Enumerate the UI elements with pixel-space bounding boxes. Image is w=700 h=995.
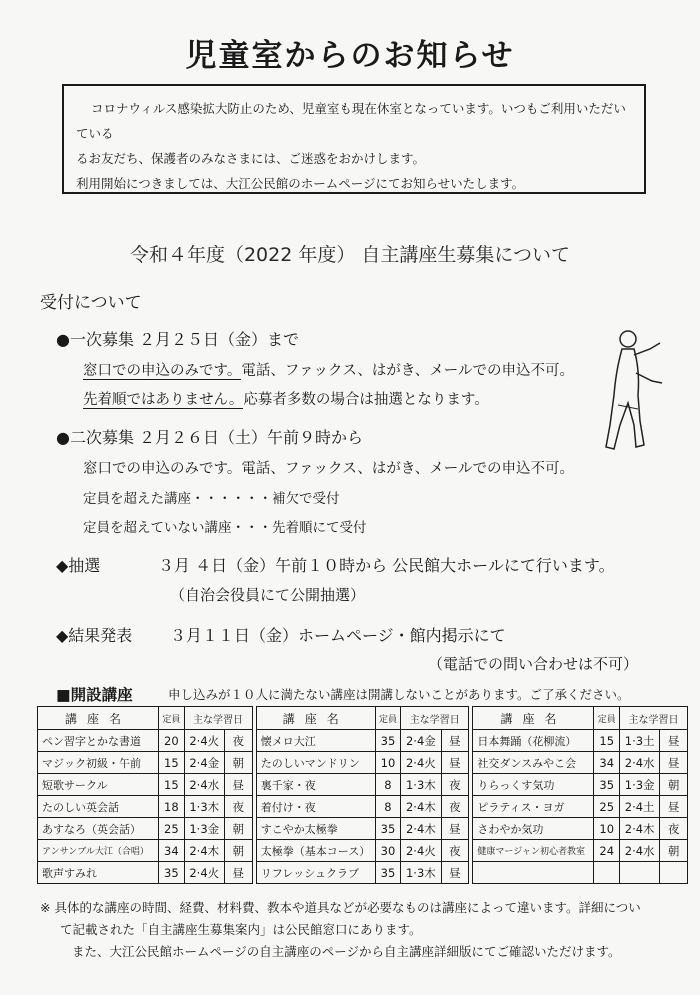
course-capacity: 15	[594, 730, 619, 752]
course-name: あすなろ（英会話）	[38, 818, 159, 840]
lottery-text: ３月 ４日（金）午前１０時から 公民館大ホールにて行います。	[158, 556, 615, 575]
table-row	[38, 818, 688, 840]
course-name: たのしいマンドリン	[256, 752, 375, 774]
course-days: 1·3木	[401, 862, 441, 884]
course-time	[660, 862, 688, 884]
course-time: 昼	[441, 818, 469, 840]
course-days	[619, 862, 659, 884]
first-recruitment-line2	[83, 388, 489, 409]
header-schedule: 主な学習日	[619, 707, 687, 730]
course-days: 2·4火	[184, 730, 224, 752]
course-time: 昼	[441, 730, 469, 752]
course-name: さわやか気功	[473, 818, 594, 840]
section-subtitle: 令和４年度（2022 年度） 自主講座生募集について	[129, 244, 571, 266]
course-name: 裏千家・夜	[256, 774, 375, 796]
courses-title: ■開設講座	[56, 686, 133, 704]
footnote	[40, 897, 680, 963]
course-days: 1·3金	[619, 774, 659, 796]
table-row	[38, 840, 688, 862]
course-days: 2·4火	[401, 752, 441, 774]
header-capacity: 定員	[594, 707, 619, 730]
course-capacity: 25	[594, 796, 619, 818]
header-course-name: 講座名	[256, 707, 375, 730]
course-days: 2·4火	[184, 862, 224, 884]
course-name: マジック初級・午前	[38, 752, 159, 774]
table-header-row	[38, 707, 688, 730]
second-recruitment-label: ●二次募集 ２月２６日（土）午前９時から	[56, 428, 364, 447]
course-capacity: 24	[594, 840, 619, 862]
footnote-line: て記載された「自主講座生募集案内」は公民館窓口にあります。	[60, 922, 422, 937]
course-name: 社交ダンスみやこ会	[473, 752, 594, 774]
course-capacity: 10	[594, 818, 619, 840]
reception-heading: 受付について	[40, 293, 142, 313]
course-name	[473, 862, 594, 884]
course-time: 朝	[224, 818, 252, 840]
results-text: ３月１１日（金）ホームページ・館内掲示にて	[170, 626, 506, 645]
course-capacity: 20	[159, 730, 184, 752]
course-time: 昼	[660, 796, 688, 818]
first-recruitment-label: ●一次募集 ２月２５日（金）まで	[56, 330, 300, 349]
course-name: 日本舞踊（花柳流）	[473, 730, 594, 752]
course-name: 太極拳（基本コース）	[256, 840, 375, 862]
course-time: 朝	[224, 840, 252, 862]
course-name: 歌声すみれ	[38, 862, 159, 884]
course-capacity: 18	[159, 796, 184, 818]
second-recruitment-line3: 定員を超えていない講座・・・先着順にて受付	[83, 520, 367, 536]
second-recruitment-line1: 窓口での申込のみです。電話、ファックス、はがき、メールでの申込不可。	[83, 461, 574, 477]
course-time: 昼	[660, 730, 688, 752]
course-days: 2·4土	[619, 796, 659, 818]
lottery-label: ◆抽選	[56, 556, 101, 575]
course-capacity: 25	[159, 818, 184, 840]
results-note: （電話での問い合わせは不可）	[428, 655, 639, 673]
course-days: 2·4金	[401, 730, 441, 752]
header-course-name: 講座名	[473, 707, 594, 730]
notice-line: 利用開始につきましては、大江公民館のホームページにてお知らせいたします。	[76, 176, 525, 191]
course-capacity: 8	[375, 796, 400, 818]
first-line2-rest: 応募者多数の場合は抽選となります。	[243, 392, 489, 408]
course-capacity: 35	[375, 862, 400, 884]
second-recruitment-line2: 定員を超えた講座・・・・・・補欠で受付	[83, 491, 340, 507]
course-name: 短歌サークル	[38, 774, 159, 796]
course-days: 2·4水	[619, 752, 659, 774]
course-time: 昼	[224, 774, 252, 796]
course-time: 朝	[660, 774, 688, 796]
course-time: 朝	[224, 752, 252, 774]
course-time: 夜	[441, 840, 469, 862]
header-course-name: 講座名	[38, 707, 159, 730]
course-capacity: 15	[159, 774, 184, 796]
table-row	[38, 730, 688, 752]
first-recruitment-line1	[83, 359, 574, 380]
tai-chi-figure-icon	[598, 325, 668, 459]
course-days: 2·4木	[401, 818, 441, 840]
course-time: 夜	[441, 774, 469, 796]
courses-note: 申し込みが１０人に満たない講座は開講しないことがあります。ご了承ください。	[168, 687, 630, 702]
notice-line: るお友だち、保護者のみなさまには、ご迷惑をおかけします。	[76, 151, 426, 166]
course-days: 2·4水	[619, 840, 659, 862]
courses-table	[37, 706, 688, 884]
header-capacity: 定員	[159, 707, 184, 730]
course-time: 朝	[660, 840, 688, 862]
course-capacity: 34	[594, 752, 619, 774]
course-days: 2·4火	[401, 840, 441, 862]
course-days: 2·4水	[184, 774, 224, 796]
course-name: ペン習字とかな書道	[38, 730, 159, 752]
header-schedule: 主な学習日	[184, 707, 252, 730]
course-time: 昼	[441, 862, 469, 884]
course-days: 1·3木	[184, 796, 224, 818]
course-capacity: 35	[594, 774, 619, 796]
course-time: 夜	[224, 730, 252, 752]
notice-box	[62, 84, 646, 194]
course-capacity: 15	[159, 752, 184, 774]
notice-line: コロナウィルス感染拡大防止のため、児童室も現在休室となっています。いつもご利用いただいている	[76, 101, 626, 141]
course-days: 2·4木	[619, 818, 659, 840]
page-title: 児童室からのお知らせ	[185, 38, 515, 74]
course-name: たのしい英会話	[38, 796, 159, 818]
course-days: 1·3金	[184, 818, 224, 840]
course-days: 2·4金	[184, 752, 224, 774]
course-days: 1·3木	[401, 774, 441, 796]
course-capacity: 35	[375, 730, 400, 752]
course-capacity: 34	[159, 840, 184, 862]
table-row	[38, 796, 688, 818]
course-capacity: 8	[375, 774, 400, 796]
footnote-line: また、大江公民館ホームページの自主講座のページから自主講座詳細版にてご確認いただけます。	[72, 944, 621, 959]
course-days: 1·3土	[619, 730, 659, 752]
lottery-note: （自治会役員にて公開抽選）	[170, 586, 366, 604]
first-line1-underlined: 窓口での申込のみです。	[83, 363, 242, 379]
course-name: すこやか太極拳	[256, 818, 375, 840]
first-line1-rest: 電話、ファックス、はがき、メールでの申込不可。	[241, 363, 574, 379]
course-name: 懐メロ大江	[256, 730, 375, 752]
course-name: 健康マージャン初心者教室	[473, 840, 594, 862]
header-schedule: 主な学習日	[401, 707, 469, 730]
course-time: 夜	[660, 818, 688, 840]
course-name: アンサンブル大江（合唱）	[38, 840, 159, 862]
first-line2-underlined: 先着順ではありません。	[83, 392, 244, 408]
course-capacity: 35	[375, 818, 400, 840]
course-capacity: 35	[159, 862, 184, 884]
course-name: ピラティス・ヨガ	[473, 796, 594, 818]
course-name: 着付け・夜	[256, 796, 375, 818]
results-label: ◆結果発表	[56, 626, 133, 645]
course-time: 夜	[441, 796, 469, 818]
table-row	[38, 862, 688, 884]
course-days: 2·4木	[401, 796, 441, 818]
course-days: 2·4木	[184, 840, 224, 862]
course-name: リフレッシュクラブ	[256, 862, 375, 884]
course-time: 昼	[441, 752, 469, 774]
course-time: 昼	[224, 862, 252, 884]
header-capacity: 定員	[375, 707, 400, 730]
course-time: 昼	[660, 752, 688, 774]
course-capacity	[594, 862, 619, 884]
course-name: りらっくす気功	[473, 774, 594, 796]
table-row	[38, 774, 688, 796]
course-capacity: 10	[375, 752, 400, 774]
table-row	[38, 752, 688, 774]
course-time: 夜	[224, 796, 252, 818]
course-capacity: 30	[375, 840, 400, 862]
footnote-line: ※ 具体的な講座の時間、経費、材料費、教本や道具などが必要なものは講座によって違います。詳細につい	[40, 900, 641, 915]
